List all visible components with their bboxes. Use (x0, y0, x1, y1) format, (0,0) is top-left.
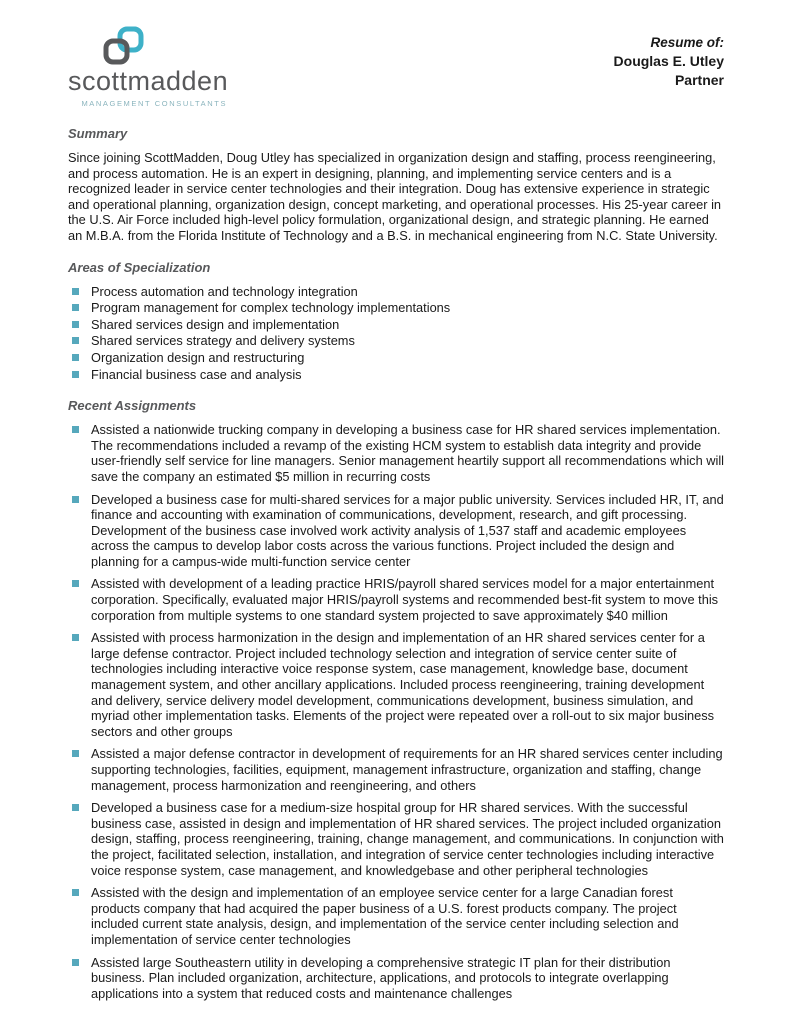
bullet-square-icon (72, 496, 79, 503)
list-item-text: Financial business case and analysis (91, 366, 302, 382)
summary-paragraph: Since joining ScottMadden, Doug Utley has specialized in organization design and staffing, process reengineering, and process automation. He is an expert in designing, planning, and implementing service centers and is a recognized leader in service center technologies and their integration. Doug has extensive experience in strategic and operational planning, organization design, concept marketing, and operational processes. His 25-year career in the U.S. Air Force included high-level policy formulation, organizational design, and strategic planning. He earned an M.B.A. from the Florida Institute of Technology and a B.S. in mechanical engineering from N.C. State University. (68, 150, 722, 243)
specialization-heading: Areas of Specialization (68, 259, 211, 275)
list-item-text: Organization design and restructuring (91, 349, 305, 365)
bullet-square-icon (72, 750, 79, 757)
list-item (72, 367, 724, 383)
bullet-square-icon (72, 288, 79, 295)
bullet-square-icon (72, 889, 79, 896)
bullet-square-icon (72, 321, 79, 328)
list-item (72, 576, 724, 623)
list-item (72, 333, 724, 349)
list-item-text: Developed a business case for multi-shared services for a major public university. Services included HR, IT, and finance and accounting with examination of communications, development, research, and gift processing. Development of the business case involved work activity analysis of 1,537 staff and academic employees across the campus to develop labor costs across the various functions. Project included the design and planning for a campus-wide multi-function service center (91, 491, 724, 569)
resume-header-block (614, 26, 724, 90)
person-name: Douglas E. Utley (613, 53, 724, 70)
logo-wordmark: scottmadden (68, 66, 229, 96)
list-item-text: Assisted a major defense contractor in development of requirements for an HR shared services center including supporting technologies, facilities, equipment, management infrastructure, organization and staffing, change management, process harmonization and reengineering, and others (91, 746, 723, 793)
bullet-square-icon (72, 959, 79, 966)
list-item-text: Program management for complex technology implementations (91, 300, 451, 316)
specialization-list (68, 284, 724, 383)
list-item (72, 317, 724, 333)
list-item-text: Assisted with the design and implementation of an employee service center for a large Canadian forest products company that had acquired the paper business of a U.S. forest products company. The project included current state analysis, design, and implementation of the service center including selection and implementation of service center technologies (91, 885, 679, 947)
assignments-list (68, 422, 724, 1001)
logo-tagline: MANAGEMENT CONSULTANTS (81, 99, 228, 108)
list-item-text: Assisted with process harmonization in the design and implementation of an HR shared services center for a large defense contractor. Project included technology selection and integration of service center suite of technologies including interactive voice response system, case management, knowledge base, document management system, and other ancillary applications. Included process reengineering, training development and delivery, service delivery model development, communications development, business simulation, and myriad other implementation tasks. Elements of the project were repeated over a roll-out to six major business sectors and other groups (91, 630, 715, 739)
person-title: Partner (674, 72, 724, 89)
bullet-square-icon (72, 354, 79, 361)
list-item-text: Developed a business case for a medium-size hospital group for HR shared services. With the successful business case, assisted in design and implementation of HR shared services. The project included organization design, staffing, process reengineering, training, change management, and communications. In conjunction with the project, facilitated selection, installation, and integration of service center technologies including interactive voice response system, case management, and knowledgebase and other peripheral technologies (91, 800, 724, 878)
list-item (72, 885, 724, 947)
bullet-square-icon (72, 304, 79, 311)
scottmadden-logo (68, 26, 228, 108)
bullet-square-icon (72, 580, 79, 587)
list-item-text: Assisted a nationwide trucking company in developing a business case for HR shared services implementation. The recommendations included a revamp of the existing HCM system to establish data integrity and provide user-friendly self service for line managers. Senior management heartily support all recommendations which will save the company an estimated $5 million in recurring costs (91, 422, 725, 484)
list-item (72, 350, 724, 366)
list-item (72, 746, 724, 793)
list-item (72, 630, 724, 739)
list-item-text: Assisted with development of a leading practice HRIS/payroll shared services model for a major entertainment corporation. Specifically, evaluated major HRIS/payroll systems and recommended best-fit system to move this corporation from multiple systems to one standard system projected to save approximately $40 million (91, 576, 719, 623)
bullet-square-icon (72, 426, 79, 433)
list-item-text: Shared services design and implementation (91, 316, 340, 332)
list-item (72, 284, 724, 300)
bullet-square-icon (72, 634, 79, 641)
summary-heading: Summary (68, 126, 128, 141)
assignments-heading: Recent Assignments (68, 398, 197, 414)
scottmadden-logo-icon (100, 26, 228, 70)
list-item-text: Assisted large Southeastern utility in developing a comprehensive strategic IT plan for their distribution business. Plan included organization, architecture, applications, and protocols to integrate overlapping applications into a system that reduced costs and maintenance challenges (91, 954, 671, 1001)
list-item (72, 492, 724, 570)
bullet-square-icon (72, 804, 79, 811)
list-item (72, 300, 724, 316)
list-item-text: Shared services strategy and delivery systems (91, 333, 355, 349)
list-item (72, 800, 724, 878)
bullet-square-icon (72, 371, 79, 378)
list-item-text: Process automation and technology integration (91, 283, 358, 299)
bullet-square-icon (72, 337, 79, 344)
resume-of-label: Resume of: (650, 35, 724, 50)
list-item (72, 422, 724, 484)
page-header (68, 26, 724, 108)
list-item (72, 955, 724, 1002)
